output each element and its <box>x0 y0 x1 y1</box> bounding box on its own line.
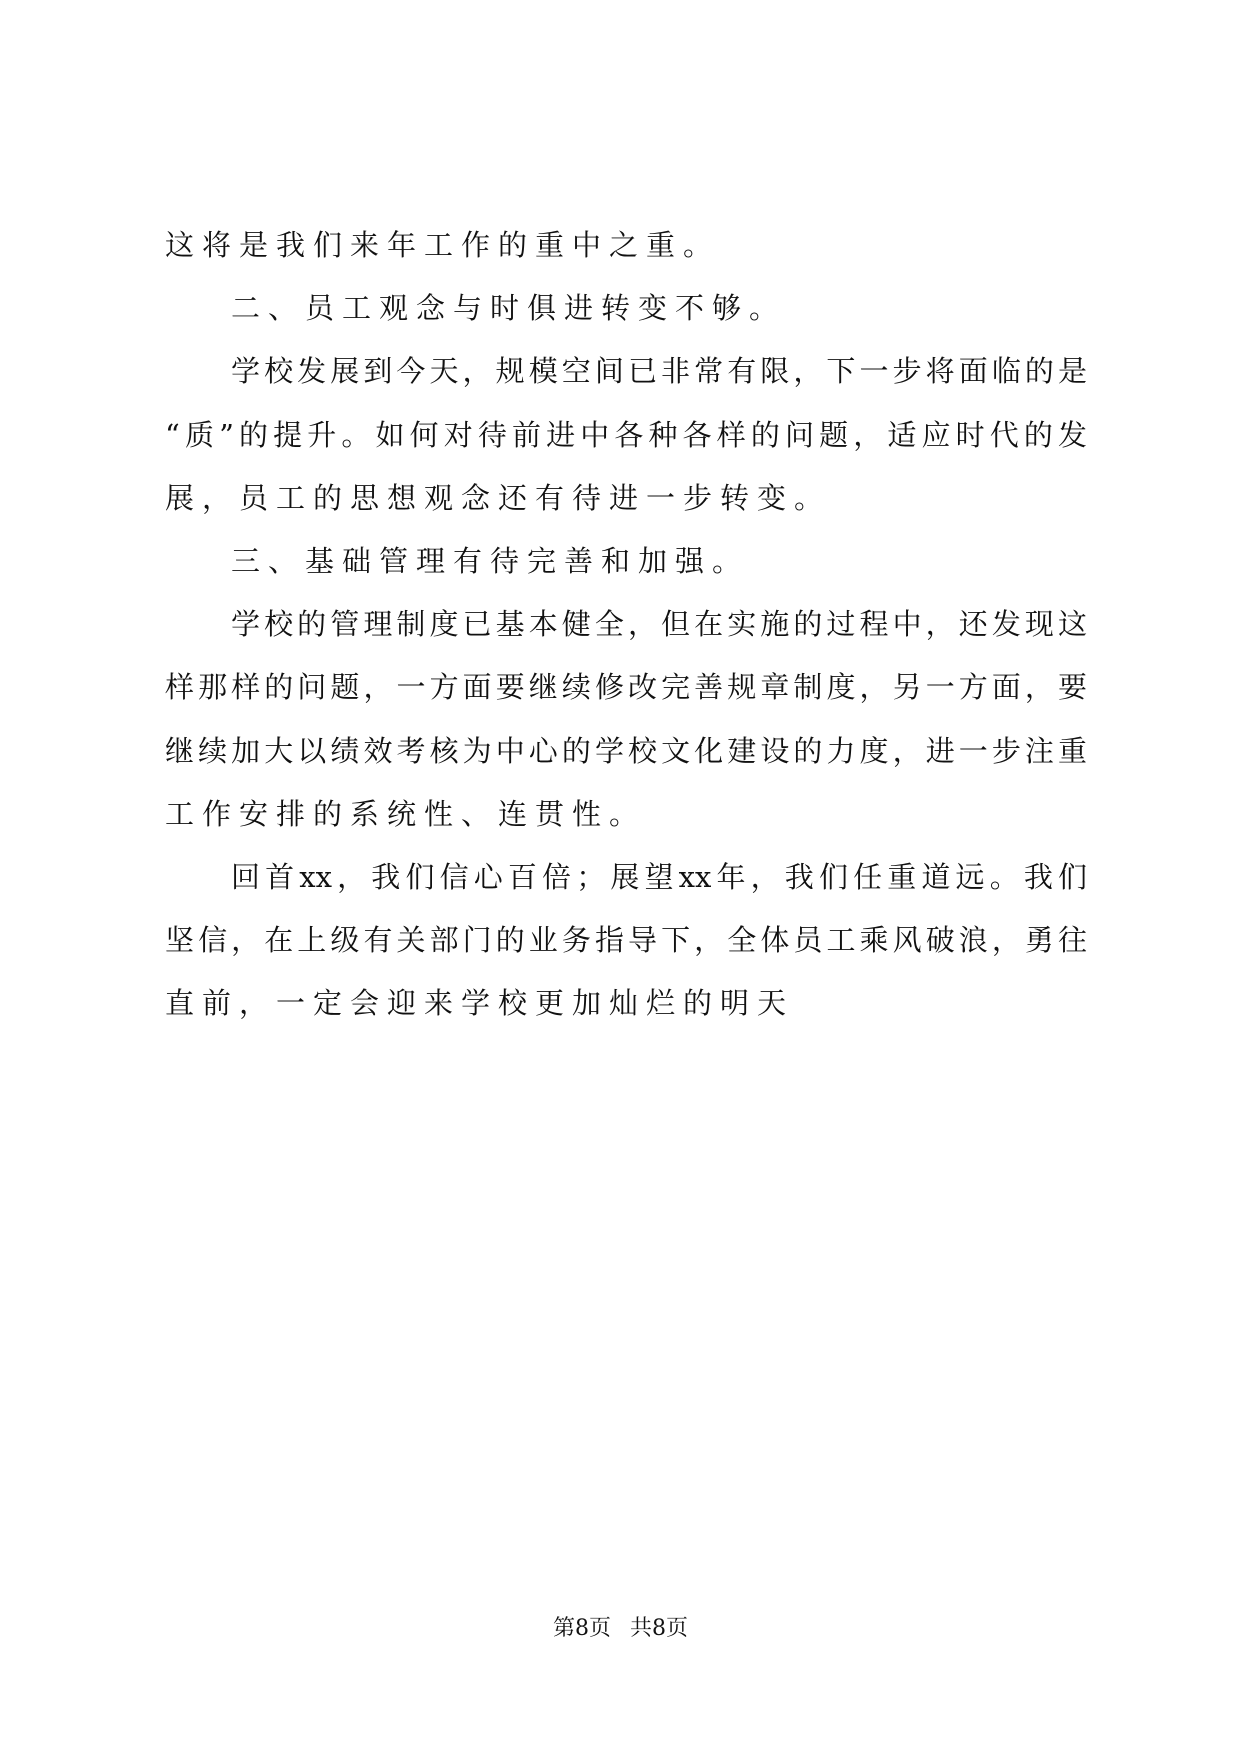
text-line: “质”的提升。如何对待前进中各种各样的问题，适应时代的发 <box>165 417 1087 452</box>
section-heading: 二、员工观念与时俱进转变不够。 <box>231 291 787 326</box>
text-line: 学校发展到今天，规模空间已非常有限，下一步将面临的是 <box>231 354 1087 389</box>
text-line: 工作安排的系统性、连贯性。 <box>165 796 647 831</box>
text-line: 学校的管理制度已基本健全，但在实施的过程中，还发现这 <box>231 607 1087 642</box>
document-body <box>165 228 1087 1049</box>
text-line: 直前，一定会迎来学校更加灿烂的明天 <box>165 986 795 1021</box>
text-line: 展，员工的思想观念还有待进一步转变。 <box>165 480 832 515</box>
section-heading: 三、基础管理有待完善和加强。 <box>231 543 750 578</box>
text-line: 继续加大以绩效考核为中心的学校文化建设的力度，进一步注重 <box>165 733 1087 768</box>
text-line: 这将是我们来年工作的重中之重。 <box>165 228 721 262</box>
page-footer <box>0 1615 1241 1643</box>
page-total: 共8页 <box>630 1616 688 1641</box>
page-number: 第8页 <box>553 1616 611 1641</box>
text-line: 样那样的问题，一方面要继续修改完善规章制度，另一方面，要 <box>165 670 1087 705</box>
text-line: 坚信，在上级有关部门的业务指导下，全体员工乘风破浪，勇往 <box>165 923 1087 958</box>
text-line: 回首xx，我们信心百倍；展望xx年，我们任重道远。我们 <box>231 859 1087 894</box>
